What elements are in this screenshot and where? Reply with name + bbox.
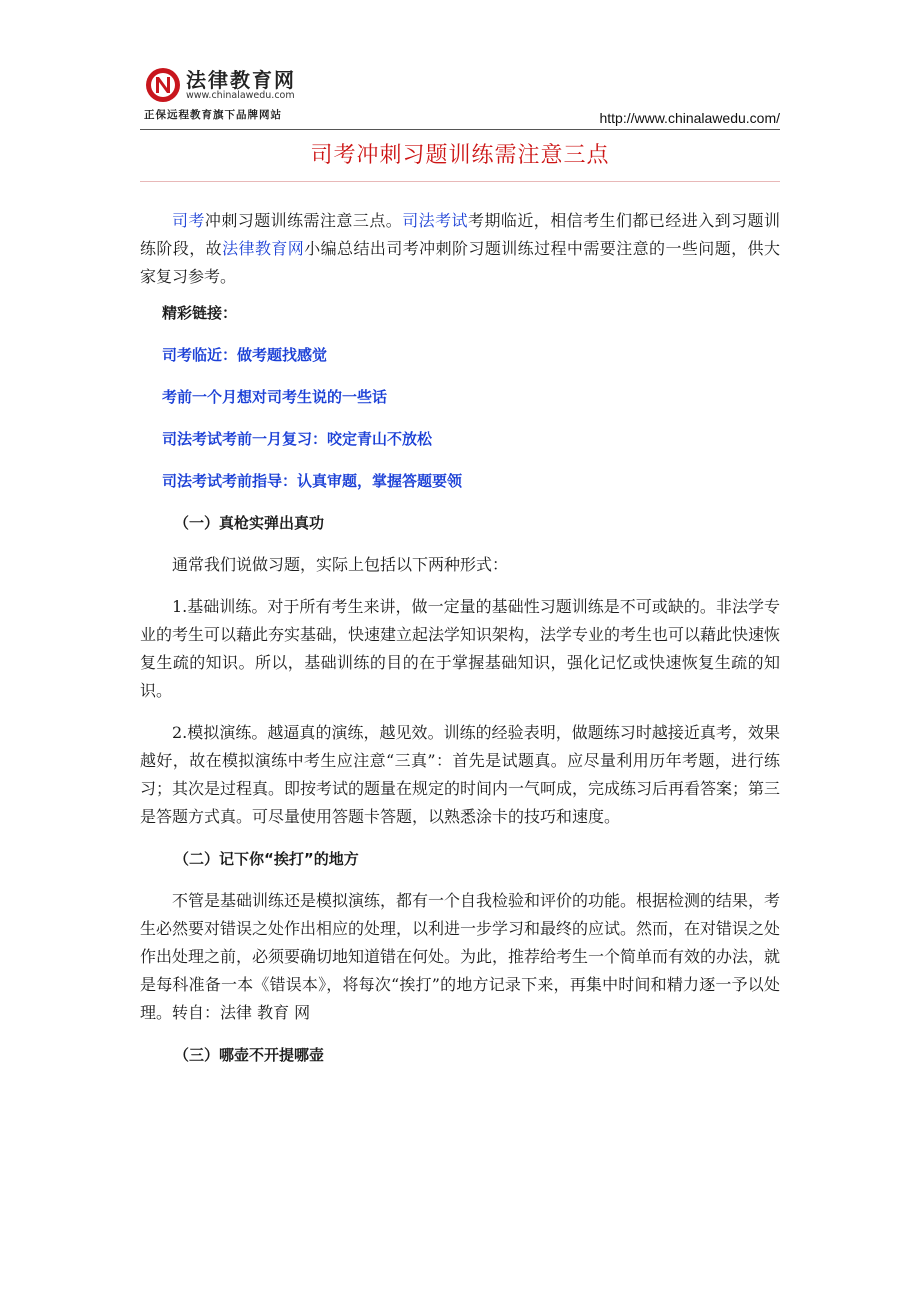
related-link-2[interactable]: 考前一个月想对司考生说的一些话 xyxy=(162,388,388,406)
related-link-3[interactable]: 司法考试考前一月复习：咬定青山不放松 xyxy=(162,430,433,448)
logo-slogan: 正保远程教育旗下品牌网站 xyxy=(144,109,282,121)
title-divider xyxy=(140,181,780,182)
intro-paragraph xyxy=(140,207,780,291)
article-body xyxy=(140,207,780,1069)
intro-link-sikao[interactable]: 司考 xyxy=(172,211,205,230)
site-url-link[interactable]: http://www.chinalawedu.com/ xyxy=(599,110,780,126)
logo-url: www.chinalawedu.com xyxy=(186,90,295,101)
section-2-heading: （二）记下你“挨打”的地方 xyxy=(174,850,359,868)
intro-text-2: 考期临近，相信考生们都已经进入到习题训练阶段，故 xyxy=(140,211,780,258)
links-heading: 精彩链接： xyxy=(162,304,238,322)
intro-link-chinalawedu[interactable]: 法律教育网 xyxy=(222,239,305,258)
intro-link-sifa-kaoshi[interactable]: 司法考试 xyxy=(402,211,468,230)
related-link-1[interactable]: 司考临近：做考题找感觉 xyxy=(162,346,328,364)
related-link-4[interactable]: 司法考试考前指导：认真审题，掌握答题要领 xyxy=(162,472,463,490)
section-2-paragraph-1: 不管是基础训练还是模拟演练，都有一个自我检验和评价的功能。根据检测的结果，考生必然要对错误之处作出相应的处理，以利进一步学习和最终的应试。然而，在对错误之处作出处理之前，必须要确切地知道错在何处。为此，推荐给考生一个简单而有效的办法，就是每科准备一本《错误本》，将每次“挨打”的地方记录下来，再集中时间和精力逐一予以处理。转自：法律 教育 网 xyxy=(140,891,781,1022)
header-divider xyxy=(140,129,780,130)
section-1-heading: （一）真枪实弹出真功 xyxy=(174,514,325,532)
page-header xyxy=(140,60,780,130)
page-title: 司考冲刺习题训练需注意三点 xyxy=(310,143,610,168)
section-3-heading: （三）哪壶不开提哪壶 xyxy=(174,1046,325,1064)
section-1-paragraph-1: 通常我们说做习题，实际上包括以下两种形式： xyxy=(172,555,509,574)
site-logo[interactable] xyxy=(140,60,315,124)
logo-name: 法律教育网 xyxy=(186,68,296,92)
section-1-paragraph-3: 2.模拟演练。越逼真的演练，越见效。训练的经验表明，做题练习时越接近真考，效果越好，故在模拟演练中考生应注意“三真”：首先是试题真。应尽量利用历年考题，进行练习；其次是过程真。即按考试的题量在规定的时间内一气呵成，完成练习后再看答案；第三是答题方式真。可尽量使用答题卡答题，以熟悉涂卡的技巧和速度。 xyxy=(140,723,781,826)
intro-text-3: 小编总结出司考冲刺阶习题训练过程中需要注意的一些问题，供大家复习参考。 xyxy=(140,239,780,286)
section-1-paragraph-2: 1.基础训练。对于所有考生来讲，做一定量的基础性习题训练是不可或缺的。非法学专业的考生可以藉此夯实基础，快速建立起法学知识架构，法学专业的考生也可以藉此快速恢复生疏的知识。所以，基础训练的目的在于掌握基础知识，强化记忆或快速恢复生疏的知识。 xyxy=(140,597,781,700)
intro-text-1: 冲刺习题训练需注意三点。 xyxy=(204,211,403,230)
logo-emblem-icon xyxy=(144,66,182,104)
